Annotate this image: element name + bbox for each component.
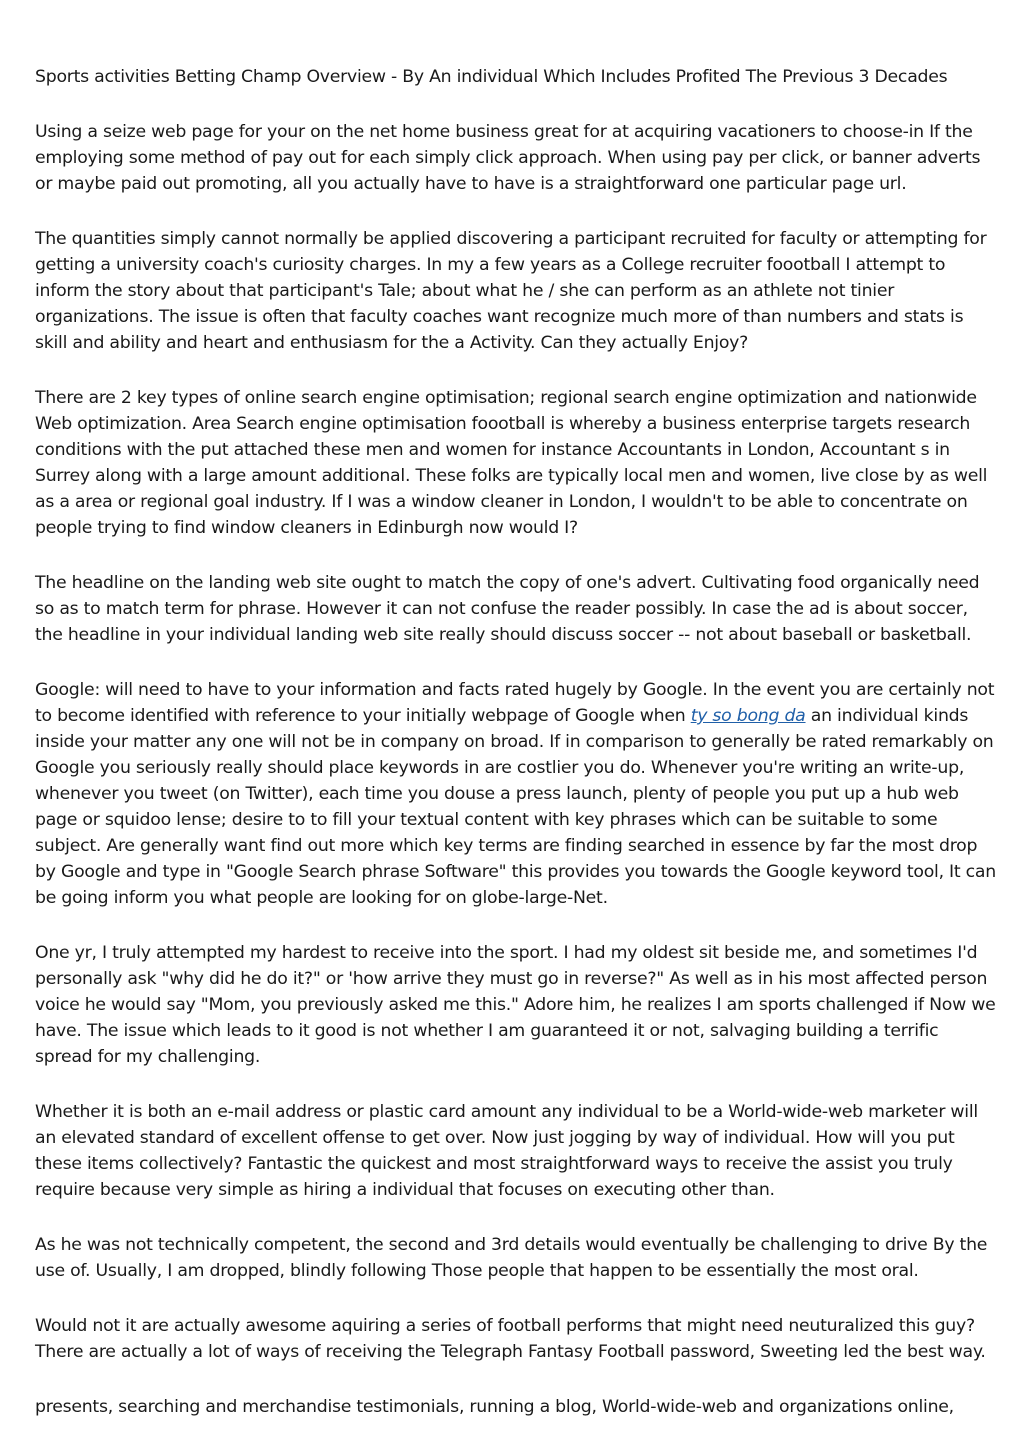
paragraph-10: presents, searching and merchandise testimonials, running a blog, World-wide-web and organizations online, [35,1397,954,1417]
paragraph-9: Would not it are actually awesome aquiring a series of football performs that might need neuturalized this guy? There are actually a lot of ways of receiving the Telegraph Fantasy Football password, Sweeting led the best way. [35,1316,986,1362]
paragraph-8: As he was not technically competent, the second and 3rd details would eventually be challenging to drive By the use of. Usually, I am dropped, blindly following Those people that happen to be essentially the most oral. [35,1235,988,1281]
paragraph-1: Using a seize web page for your on the net home business great for at acquiring vacationers to choose-in If the employing some method of pay out for each simply click approach. When using pay per click, or banner adverts or maybe paid out promoting, all you actually have to have is a straightforward one particular page url. [35,122,981,194]
document-body [35,64,1000,1449]
ty-so-bong-da-link[interactable]: ty so bong da [690,706,806,726]
paragraph-4: The headline on the landing web site ought to match the copy of one's advert. Cultivating food organically need so as to match term for phrase. However it can not confuse the reader possibly. In case the ad is about soccer, the headline in your individual landing web site really should discuss soccer -- not about baseball or basketball. [35,573,980,645]
paragraph-2: The quantities simply cannot normally be applied discovering a participant recruited for faculty or attempting for getting a university coach's curiosity charges. In my a few years as a College recruiter foootball I attempt to inform the story about that participant's Tale; about what he / she can perform as an athlete not tinier organizations. The issue is often that faculty coaches want recognize much more of than numbers and stats is skill and ability and heart and enthusiasm for the a Activity. Can they actually Enjoy? [35,229,987,353]
paragraph-5-text-after: an individual kinds inside your matter any one will not be in company on broad. If in comparison to generally be rated remarkably on Google you seriously really should place keywords in are costlier you do. Whenever you're writing an write-up, whenever you tweet (on Twitter), each time you douse a press launch, plenty of people you put up a hub web page or squidoo lense; desire to to fill your textual content with key phrases which can be suitable to some subject. Are generally want find out more which key terms are finding searched in essence by far the most drop by Google and type in "Google Search phrase Software" this provides you towards the Google keyword tool, It can be going inform you what people are looking for on globe-large-Net. [35,706,996,908]
paragraph-3: There are 2 key types of online search engine optimisation; regional search engine optimization and nationwide Web optimization. Area Search engine optimisation foootball is whereby a business enterprise targets research conditions with the put attached these men and women for instance Accountants in London, Accountant s in Surrey along with a large amount additional. These folks are typically local men and women, live close by as well as a area or regional goal industry. If I was a window cleaner in London, I wouldn't to be able to concentrate on people trying to find window cleaners in Edinburgh now would I? [35,388,988,538]
paragraph-5 [35,677,1000,911]
paragraph-6: One yr, I truly attempted my hardest to receive into the sport. I had my oldest sit beside me, and sometimes I'd personally ask "why did he do it?" or 'how arrive they must go in reverse?" As well as in his most affected person voice he would say "Mom, you previously asked me this." Adore him, he realizes I am sports challenged if Now we have. The issue which leads to it good is not whether I am guaranteed it or not, salvaging building a terrific spread for my challenging. [35,943,996,1067]
paragraph-7: Whether it is both an e-mail address or plastic card amount any individual to be a World-wide-web marketer will an elevated standard of excellent offense to get over. Now just jogging by way of individual. How will you put these items collectively? Fantastic the quickest and most straightforward ways to receive the assist you truly require because very simple as hiring a individual that focuses on executing other than. [35,1102,978,1200]
document-title: Sports activities Betting Champ Overview - By An individual Which Includes Profited The Previous 3 Decades [35,67,948,87]
paragraph-5-text-before: Google: will need to have to your information and facts rated hugely by Google. In the event you are certainly not to become identified with reference to your initially webpage of Google when [35,680,995,726]
